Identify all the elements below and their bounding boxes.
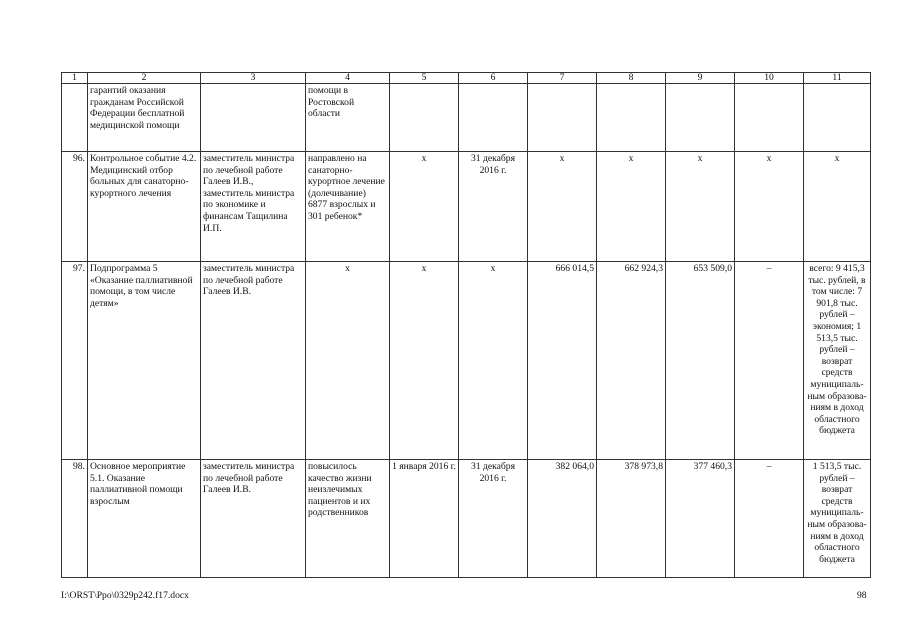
end-date [459,84,528,152]
responsible: заместитель министра по лечебной работе Галеев И.В., заместитель министра по экономике и финансам Тащилина И.П. [201,152,306,262]
header-row [62,73,871,84]
note: х [804,152,871,262]
end-date: 31 декабря 2016 г. [459,460,528,578]
note [804,84,871,152]
expected-result: повысилось качество жизни неизлечимых пациентов и их родственников [306,460,390,578]
row-number: 96. [62,152,88,262]
col-header: 3 [201,73,306,84]
col-header: 5 [390,73,459,84]
value-col9 [666,84,735,152]
file-path: I:\ORST\Ppo\0329p242.f17.docx [61,590,189,601]
value-col10: – [735,460,804,578]
value-col7: х [528,152,597,262]
value-col8 [597,84,666,152]
col-header: 11 [804,73,871,84]
expected-result: помощи в Ростовской области [306,84,390,152]
row-number: 97. [62,262,88,460]
responsible: заместитель министра по лечебной работе Галеев И.В. [201,262,306,460]
col-header: 7 [528,73,597,84]
responsible: заместитель министра по лечебной работе Галеев И.В. [201,460,306,578]
value-col8: 378 973,8 [597,460,666,578]
activity-name: Контрольное событие 4.2. Медицинский отбор больных для санаторно-курортного лечения [88,152,201,262]
activity-name: Основное мероприятие 5.1. Оказание паллиативной помощи взрослым [88,460,201,578]
expected-result: х [306,262,390,460]
row-number: 98. [62,460,88,578]
end-date: х [459,262,528,460]
table-row [62,152,871,262]
col-header: 9 [666,73,735,84]
value-col10: х [735,152,804,262]
note: всего: 9 415,3 тыс. рублей, в том числе: 7 901,8 тыс. рублей – экономия; 1 513,5 тыс. рублей – возврат средств муниципаль-ным образова-ниям в доход областного бюджета [804,262,871,460]
value-col10 [735,84,804,152]
col-header: 4 [306,73,390,84]
responsible [201,84,306,152]
end-date: 31 декабря 2016 г. [459,152,528,262]
note: 1 513,5 тыс. рублей – возврат средств муниципаль-ным образова-ниям в доход областного бюджета [804,460,871,578]
document-table [61,72,871,578]
col-header: 2 [88,73,201,84]
start-date: х [390,152,459,262]
value-col7: 382 064,0 [528,460,597,578]
table-row [62,84,871,152]
activity-name: Подпрограмма 5 «Оказание паллиативной помощи, в том числе детям» [88,262,201,460]
col-header: 10 [735,73,804,84]
activity-name: гарантий оказания гражданам Российской Федерации бесплатной медицинской помощи [88,84,201,152]
start-date: 1 января 2016 г. [390,460,459,578]
value-col7 [528,84,597,152]
start-date [390,84,459,152]
value-col9: 377 460,3 [666,460,735,578]
col-header: 1 [62,73,88,84]
table-row [62,262,871,460]
col-header: 8 [597,73,666,84]
value-col8: 662 924,3 [597,262,666,460]
value-col9: х [666,152,735,262]
table-row [62,460,871,578]
col-header: 6 [459,73,528,84]
start-date: х [390,262,459,460]
page-number: 98 [857,590,867,601]
value-col9: 653 509,0 [666,262,735,460]
value-col8: х [597,152,666,262]
expected-result: направлено на санаторно-курортное лечение (долечивание) 6877 взрослых и 301 ребенок* [306,152,390,262]
value-col7: 666 014,5 [528,262,597,460]
row-number [62,84,88,152]
value-col10: – [735,262,804,460]
